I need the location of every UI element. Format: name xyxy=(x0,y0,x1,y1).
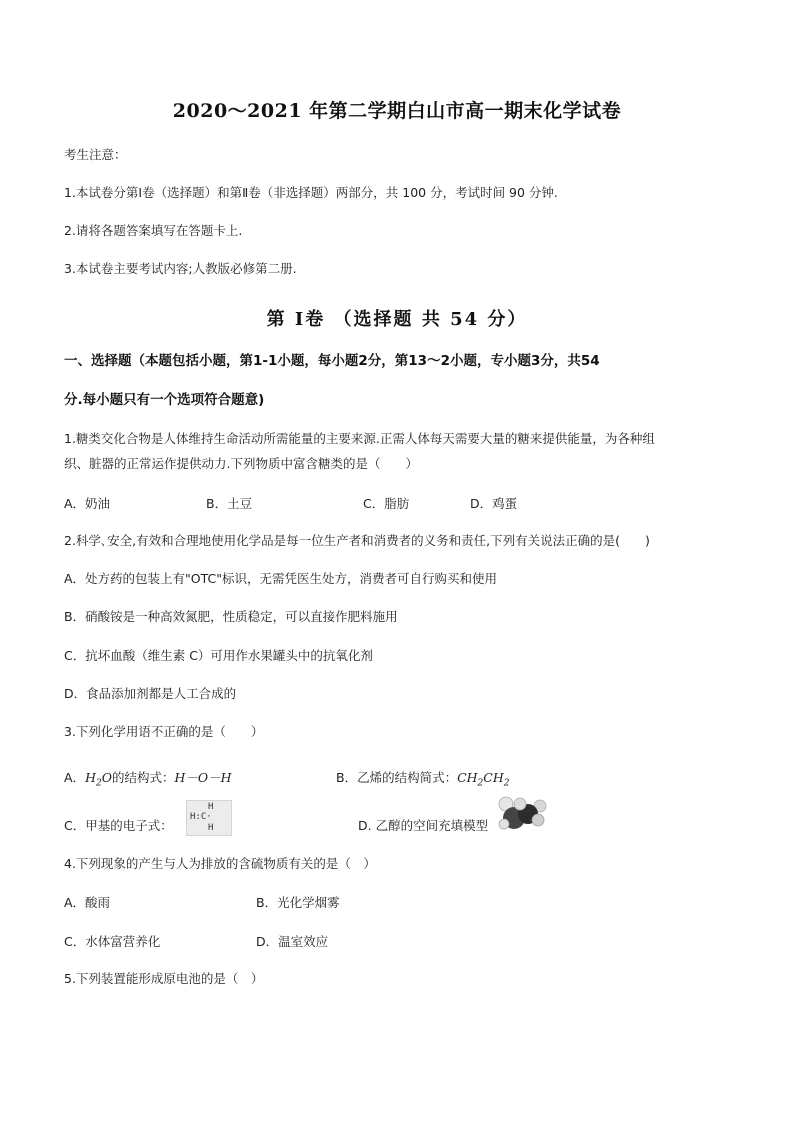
q1-option-c: C．脂肪 xyxy=(363,496,410,511)
methyl-electron-formula-image xyxy=(186,800,232,836)
section-title: 第 Ⅰ卷 （选择题 共 54 分） xyxy=(266,309,528,330)
water-formula-o: O xyxy=(101,770,112,785)
q2-option-b: B．硝酸铵是一种高效氮肥，性质稳定，可以直接作肥料施用 xyxy=(64,609,398,624)
ethylene-formula-sub-1: 2 xyxy=(477,778,484,789)
q4-option-a: A．酸雨 xyxy=(64,895,111,910)
ethylene-formula xyxy=(457,770,510,789)
q1-stem-line-2: 织、脏器的正常运作提供动力.下列物质中富含糖类的是（ ） xyxy=(64,456,418,471)
q1-option-d: D．鸡蛋 xyxy=(470,496,518,511)
edot-h-bottom: H xyxy=(208,823,214,833)
exam-title: 2020～2021 年第二学期白山市高一期末化学试卷 xyxy=(172,100,622,122)
q2-stem: 2.科学､安全,有效和合理地使用化学品是每一位生产者和消费者的义务和责任,下列有关说法正确的是( ) xyxy=(64,533,650,548)
water-formula-h: H xyxy=(85,770,96,785)
q1-option-a: A．奶油 xyxy=(64,496,111,511)
ethylene-formula-part-2: CH xyxy=(483,770,504,785)
q3-option-a-prefix: A． xyxy=(64,770,86,785)
ethylene-formula-sub-2: 2 xyxy=(503,778,510,789)
q3-option-c: C．甲基的电子式： xyxy=(64,818,173,833)
q3-option-b xyxy=(336,768,509,789)
q3-option-a-text: 的结构式： xyxy=(111,770,175,785)
q3-option-d: D. 乙醇的空间充填模型 xyxy=(358,818,489,833)
q4-option-d: D．温室效应 xyxy=(256,934,329,949)
q2-option-c: C．抗坏血酸（维生素 C）可用作水果罐头中的抗氧化剂 xyxy=(64,648,373,663)
ethylene-formula-part-1: CH xyxy=(457,770,478,785)
ethanol-space-filling-model-icon xyxy=(492,792,554,834)
q2-option-d: D．食品添加剂都是人工合成的 xyxy=(64,686,237,701)
q3-option-a xyxy=(64,768,232,789)
q5-stem: 5.下列装置能形成原电池的是（ ） xyxy=(64,971,264,986)
q1-option-b: B．土豆 xyxy=(206,496,253,511)
notice-item-3: 3.本试卷主要考试内容;人教版必修第二册. xyxy=(64,261,297,276)
part-heading-line-1: 一、选择题（本题包括小题，第1-1小题，每小题2分，第13～2小题，专小题3分，共54 xyxy=(64,353,600,369)
notice-item-1: 1.本试卷分第Ⅰ卷（选择题）和第Ⅱ卷（非选择题）两部分，共 100 分，考试时间 90 分钟. xyxy=(64,185,558,200)
notice-item-2: 2.请将各题答案填写在答题卡上. xyxy=(64,223,243,238)
q4-option-b: B．光化学烟雾 xyxy=(256,895,340,910)
water-structural-formula: H－O－H xyxy=(174,770,232,785)
q4-stem: 4.下列现象的产生与人为排放的含硫物质有关的是（ ） xyxy=(64,856,376,871)
part-heading-line-2: 分.每小题只有一个选项符合题意) xyxy=(64,392,265,408)
edot-h-top: H xyxy=(208,802,214,812)
water-formula-sub: 2 xyxy=(95,778,102,789)
edot-middle: H:C· xyxy=(190,812,212,822)
q4-option-c: C．水体富营养化 xyxy=(64,934,161,949)
q3-option-b-prefix: B．乙烯的结构简式： xyxy=(336,770,458,785)
water-formula xyxy=(85,770,112,789)
notice-heading: 考生注意： xyxy=(64,147,127,162)
q1-stem-line-1: 1.糖类交化合物是人体维持生命活动所需能量的主要来源.正需人体每天需要大量的糖来提供能量，为各种组 xyxy=(64,431,655,446)
q3-stem: 3.下列化学用语不正确的是（ ） xyxy=(64,724,264,739)
q2-option-a: A．处方药的包装上有"OTC"标识，无需凭医生处方，消费者可自行购买和使用 xyxy=(64,571,498,586)
